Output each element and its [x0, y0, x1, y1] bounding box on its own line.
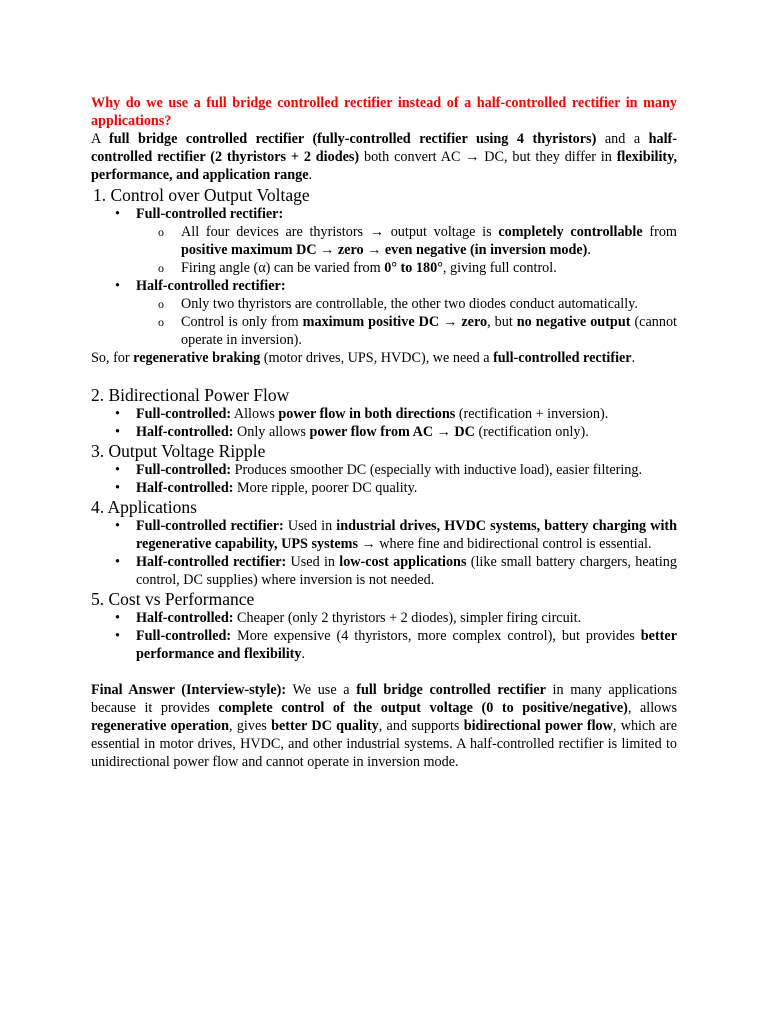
text-run: , gives: [228, 718, 272, 734]
circle-bullet-icon: o: [158, 261, 164, 275]
item-text: [136, 610, 581, 626]
bold-text-run: full bridge controlled rectifier (fully-controlled rectifier using 4 thyristors): [108, 131, 597, 147]
item-text: [136, 554, 677, 588]
section-heading-power-flow: 2. Bidirectional Power Flow: [91, 385, 290, 405]
bold-text-run: positive maximum DC → zero → even negative (in inversion mode): [181, 242, 588, 258]
text-run: Used in: [286, 554, 340, 570]
text-run: → where fine and bidirectional control is essential.: [357, 536, 652, 552]
list-item: [91, 423, 677, 441]
bold-text-run: Full-controlled:: [136, 628, 232, 644]
bullet-icon: •: [115, 628, 120, 644]
bullet-list: [91, 517, 677, 589]
list-item: [91, 405, 677, 423]
text-run: Only allows: [233, 424, 310, 440]
text-run: from: [642, 224, 677, 240]
text-run: Allows: [231, 406, 279, 422]
text-run: (motor drives, UPS, HVDC), we need a: [260, 350, 494, 366]
bold-text-run: bidirectional power flow: [463, 718, 613, 734]
sub-list-item: [136, 259, 677, 277]
bold-text-run: Full-controlled rectifier:: [136, 206, 284, 222]
list-item: [91, 205, 677, 277]
list-item: [91, 461, 677, 479]
spacer: [91, 663, 677, 681]
text-run: (like small battery chargers, heating control, DC supplies) where inversion is not needed.: [136, 554, 677, 588]
bold-text-run: Half-controlled rectifier:: [136, 278, 286, 294]
bullet-list: [91, 461, 677, 497]
sub-list-item: [136, 223, 677, 259]
text-run: , giving full control.: [442, 260, 557, 276]
final-answer-paragraph: [91, 681, 677, 771]
bold-text-run: Half-controlled:: [136, 480, 234, 496]
text-run: , which are essential in motor drives, HVDC, and other industrial systems. A half-controlled rectifier is limited to unidirectional power flow and cannot operate in inversion mode.: [91, 718, 678, 770]
bold-text-run: regenerative braking: [133, 350, 261, 366]
text-run: So, for: [91, 350, 134, 366]
bold-text-run: Full-controlled:: [136, 406, 232, 422]
bold-text-run: complete control of the output voltage (0 to positive/negative): [218, 700, 628, 716]
bullet-icon: •: [115, 278, 120, 294]
circle-bullet-icon: o: [158, 315, 164, 329]
text-run: .: [308, 167, 313, 183]
circle-bullet-icon: o: [158, 225, 164, 239]
intro-paragraph: [91, 130, 677, 184]
sub-item-text: [181, 296, 638, 312]
bold-text-run: Half-controlled:: [136, 610, 234, 626]
text-run: .: [587, 242, 591, 258]
bullet-icon: •: [115, 518, 120, 534]
section-summary: [91, 349, 677, 367]
text-run: All four devices are thyristors → output voltage is: [181, 224, 499, 240]
text-run: , but: [487, 314, 517, 330]
text-run: and a: [596, 131, 649, 147]
bold-text-run: Half-controlled:: [136, 424, 234, 440]
text-run: , allows: [627, 700, 677, 716]
bold-text-run: industrial drives, HVDC systems, battery charging with regenerative capability, UPS systems: [136, 518, 677, 552]
text-run: (rectification + inversion).: [455, 406, 609, 422]
bold-text-run: flexibility, performance, and application range: [91, 149, 677, 183]
text-run: both convert AC → DC, but they differ in: [359, 149, 617, 165]
section-heading-control: 1. Control over Output Voltage: [93, 185, 310, 205]
item-label: [136, 206, 283, 222]
text-run: A: [91, 131, 109, 147]
bold-text-run: power flow from AC → DC: [309, 424, 475, 440]
bullet-list: [91, 405, 677, 441]
list-item: [91, 627, 677, 663]
text-run: .: [301, 646, 306, 662]
text-run: We use a: [286, 682, 357, 698]
bold-text-run: Half-controlled rectifier:: [136, 554, 287, 570]
item-label: [136, 278, 286, 294]
bold-text-run: Final Answer (Interview-style):: [91, 682, 287, 698]
text-run: More ripple, poorer DC quality.: [233, 480, 418, 496]
text-run: (cannot operate in inversion).: [181, 314, 677, 348]
bold-text-run: full bridge controlled rectifier: [356, 682, 546, 698]
sub-item-text: [181, 224, 677, 258]
bold-text-run: Full-controlled:: [136, 462, 232, 478]
bullet-icon: •: [115, 462, 120, 478]
bold-text-run: no negative output: [516, 314, 631, 330]
text-run: , and supports: [378, 718, 464, 734]
bold-text-run: power flow in both directions: [278, 406, 456, 422]
text-run: (rectification only).: [474, 424, 589, 440]
bold-text-run: regenerative operation: [91, 718, 229, 734]
text-run: Used in: [283, 518, 337, 534]
bold-text-run: 0° to 180°: [384, 260, 443, 276]
item-text: [136, 462, 642, 478]
item-text: [136, 518, 677, 552]
bullet-icon: •: [115, 554, 120, 570]
bold-text-run: better performance and flexibility: [136, 628, 677, 662]
section-heading-cost: 5. Cost vs Performance: [91, 589, 255, 609]
item-text: [136, 628, 677, 662]
bullet-icon: •: [115, 480, 120, 496]
text-run: Only two thyristors are controllable, the other two diodes conduct automatically.: [181, 296, 638, 312]
item-text: [136, 424, 589, 440]
spacer: [91, 367, 677, 385]
circle-bullet-icon: o: [158, 297, 164, 311]
list-item: [91, 517, 677, 553]
bold-text-run: better DC quality: [271, 718, 379, 734]
list-item: [91, 479, 677, 497]
bold-text-run: half-controlled rectifier (2 thyristors + 2 diodes): [91, 131, 677, 165]
sub-list: [136, 223, 677, 277]
bold-text-run: completely controllable: [498, 224, 643, 240]
sub-list-item: [136, 295, 677, 313]
bullet-icon: •: [115, 424, 120, 440]
list-item: [91, 609, 677, 627]
bold-text-run: Full-controlled rectifier:: [136, 518, 284, 534]
text-run: Cheaper (only 2 thyristors + 2 diodes), simpler firing circuit.: [233, 610, 582, 626]
section-heading-ripple: 3. Output Voltage Ripple: [91, 441, 266, 461]
sub-list-item: [136, 313, 677, 349]
bold-text-run: low-cost applications: [339, 554, 467, 570]
bold-text-run: full-controlled rectifier: [493, 350, 632, 366]
item-text: [136, 480, 417, 496]
list-item: [91, 553, 677, 589]
bullet-icon: •: [115, 206, 120, 222]
sub-item-text: [181, 260, 557, 276]
item-text: [136, 406, 608, 422]
text-run: Control is only from: [181, 314, 303, 330]
text-run: in many applications because it provides: [91, 682, 677, 716]
section-heading-applications: 4. Applications: [91, 497, 197, 517]
text-run: Firing angle (α) can be varied from: [181, 260, 385, 276]
text-run: .: [631, 350, 636, 366]
sub-list: [136, 295, 677, 349]
bold-text-run: maximum positive DC → zero: [302, 314, 488, 330]
text-run: Produces smoother DC (especially with inductive load), easier filtering.: [231, 462, 643, 478]
bullet-list: [91, 205, 677, 349]
question-heading: Why do we use a full bridge controlled rectifier instead of a half-controlled rectifier in many applications?: [91, 95, 677, 129]
sub-item-text: [181, 314, 677, 348]
bullet-list: [91, 609, 677, 663]
text-run: More expensive (4 thyristors, more complex control), but provides: [231, 628, 641, 644]
list-item: [91, 277, 677, 349]
bullet-icon: •: [115, 406, 120, 422]
bullet-icon: •: [115, 610, 120, 626]
